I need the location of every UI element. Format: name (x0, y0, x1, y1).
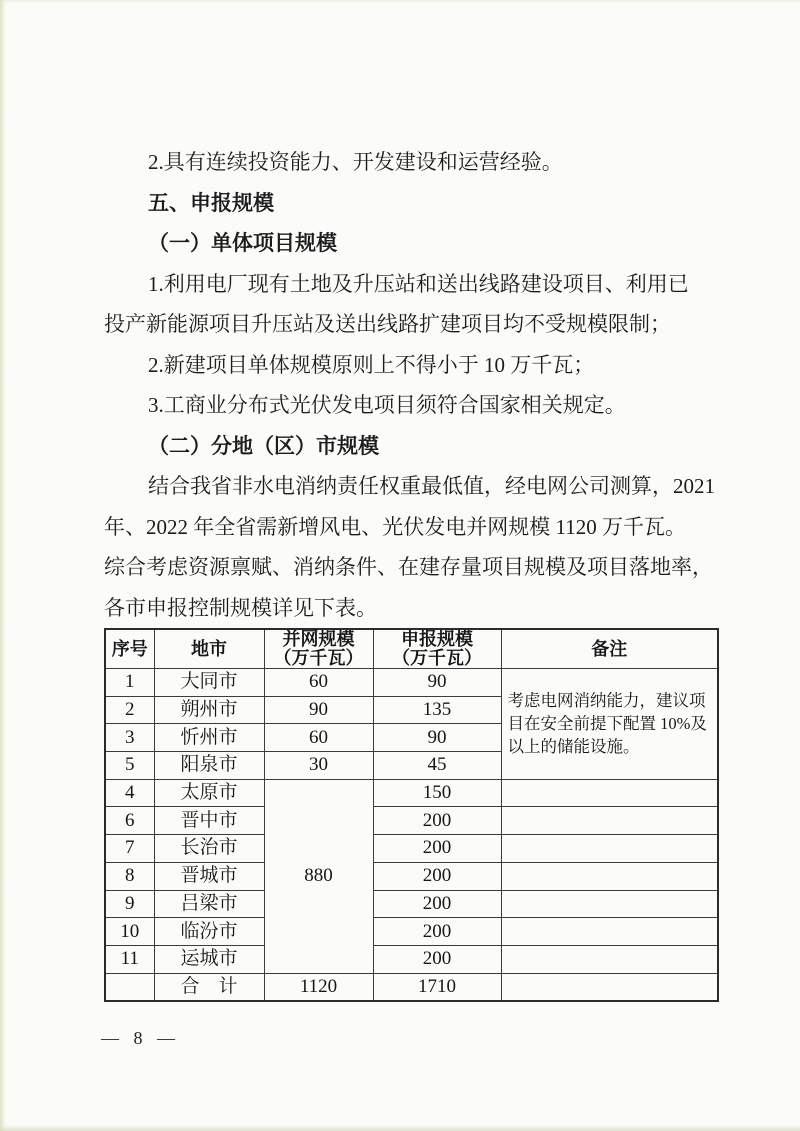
header-city: 地市 (154, 629, 264, 669)
header-grid-scale (264, 629, 373, 669)
header-apply-unit: （万千瓦） (392, 648, 482, 668)
paragraph-line: 投产新能源项目升压站及送出线路扩建项目均不受规模限制； (104, 312, 671, 336)
cell-city: 太原市 (154, 779, 264, 807)
cell-apply: 200 (373, 890, 501, 918)
cell-apply: 90 (373, 724, 501, 752)
cell-city: 大同市 (154, 669, 264, 697)
paragraph-line: 2.具有连续投资能力、开发建设和运营经验。 (148, 150, 563, 174)
city-scale-table (104, 628, 719, 1002)
cell-apply: 45 (373, 752, 501, 780)
paragraph-line: 2.新建项目单体规模原则上不得小于 10 万千瓦； (148, 352, 595, 377)
cell-apply: 200 (373, 918, 501, 946)
cell-grid-merged: 880 (264, 779, 373, 973)
cell-seq: 5 (105, 752, 154, 780)
scan-edge-top (0, 0, 800, 3)
cell-seq: 11 (105, 945, 154, 973)
header-remark: 备注 (501, 629, 718, 669)
header-apply-scale (373, 629, 501, 669)
paragraph-line: 各市申报控制规模详见下表。 (104, 595, 377, 620)
heading-section-5-2: （二）分地（区）市规模 (148, 433, 379, 458)
page-number: — 8 — (101, 1028, 176, 1048)
cell-seq: 2 (105, 696, 154, 724)
cell-remark (501, 945, 718, 973)
cell-remark (501, 862, 718, 890)
cell-remark (501, 890, 718, 918)
cell-city: 合 计 (154, 973, 264, 1001)
cell-seq: 3 (105, 724, 154, 752)
table-row (105, 779, 718, 807)
cell-seq: 4 (105, 779, 154, 807)
paragraph-line: 结合我省非水电消纳责任权重最低值，经电网公司测算，2021 (148, 474, 715, 498)
scan-edge-left (0, 0, 6, 1131)
table-row (105, 918, 718, 946)
header-seq: 序号 (105, 629, 154, 669)
table-row-total (105, 973, 718, 1001)
cell-seq (105, 973, 154, 1001)
cell-remark (501, 835, 718, 863)
cell-grid: 60 (264, 669, 373, 697)
heading-section-5: 五、申报规模 (148, 190, 274, 215)
paragraph-line: 3.工商业分布式光伏发电项目须符合国家相关规定。 (148, 393, 626, 417)
paragraph-line: 年、2022 年全省需新增风电、光伏发电并网规模 1120 万千瓦。 (104, 514, 686, 539)
cell-seq: 7 (105, 835, 154, 863)
cell-grid: 30 (264, 752, 373, 780)
cell-city: 运城市 (154, 945, 264, 973)
table-row (105, 945, 718, 973)
cell-city: 长治市 (154, 835, 264, 863)
cell-apply: 90 (373, 669, 501, 697)
cell-apply: 200 (373, 945, 501, 973)
cell-seq: 9 (105, 890, 154, 918)
cell-remark (501, 779, 718, 807)
cell-city: 朔州市 (154, 696, 264, 724)
heading-section-5-1: （一）单体项目规模 (148, 231, 337, 255)
cell-remark (501, 973, 718, 1001)
table-header-row (105, 629, 718, 669)
cell-apply: 200 (373, 862, 501, 890)
table-row (105, 890, 718, 918)
table-row (105, 669, 718, 697)
paragraph-line: 1.利用电厂现有土地及升压站和送出线路建设项目、利用已 (148, 271, 689, 296)
table-row (105, 835, 718, 863)
table-row (105, 807, 718, 835)
cell-apply: 135 (373, 696, 501, 724)
cell-seq: 8 (105, 862, 154, 890)
cell-city: 阳泉市 (154, 752, 264, 780)
cell-grid: 60 (264, 724, 373, 752)
cell-seq: 10 (105, 918, 154, 946)
cell-city: 忻州市 (154, 724, 264, 752)
cell-city: 晋中市 (154, 807, 264, 835)
header-apply-title: 申报规模 (401, 629, 473, 649)
cell-apply: 150 (373, 779, 501, 807)
cell-seq: 6 (105, 807, 154, 835)
cell-city: 晋城市 (154, 862, 264, 890)
cell-remark (501, 918, 718, 946)
cell-city: 吕梁市 (154, 890, 264, 918)
header-grid-title: 并网规模 (282, 629, 355, 649)
table-row (105, 862, 718, 890)
cell-remark (501, 807, 718, 835)
body-text (104, 142, 720, 628)
cell-seq: 1 (105, 669, 154, 697)
cell-grid: 1120 (264, 973, 373, 1001)
paragraph-line: 综合考虑资源禀赋、消纳条件、在建存量项目规模及项目落地率， (104, 555, 713, 579)
cell-apply: 200 (373, 807, 501, 835)
scan-edge-bottom (0, 1125, 800, 1131)
cell-city: 临汾市 (154, 918, 264, 946)
header-grid-unit: （万千瓦） (273, 648, 364, 668)
cell-apply: 200 (373, 835, 501, 863)
cell-grid: 90 (264, 696, 373, 724)
cell-apply: 1710 (373, 973, 501, 1001)
cell-remark-merged: 考虑电网消纳能力，建议项目在安全前提下配置 10%及以上的储能设施。 (501, 669, 718, 780)
